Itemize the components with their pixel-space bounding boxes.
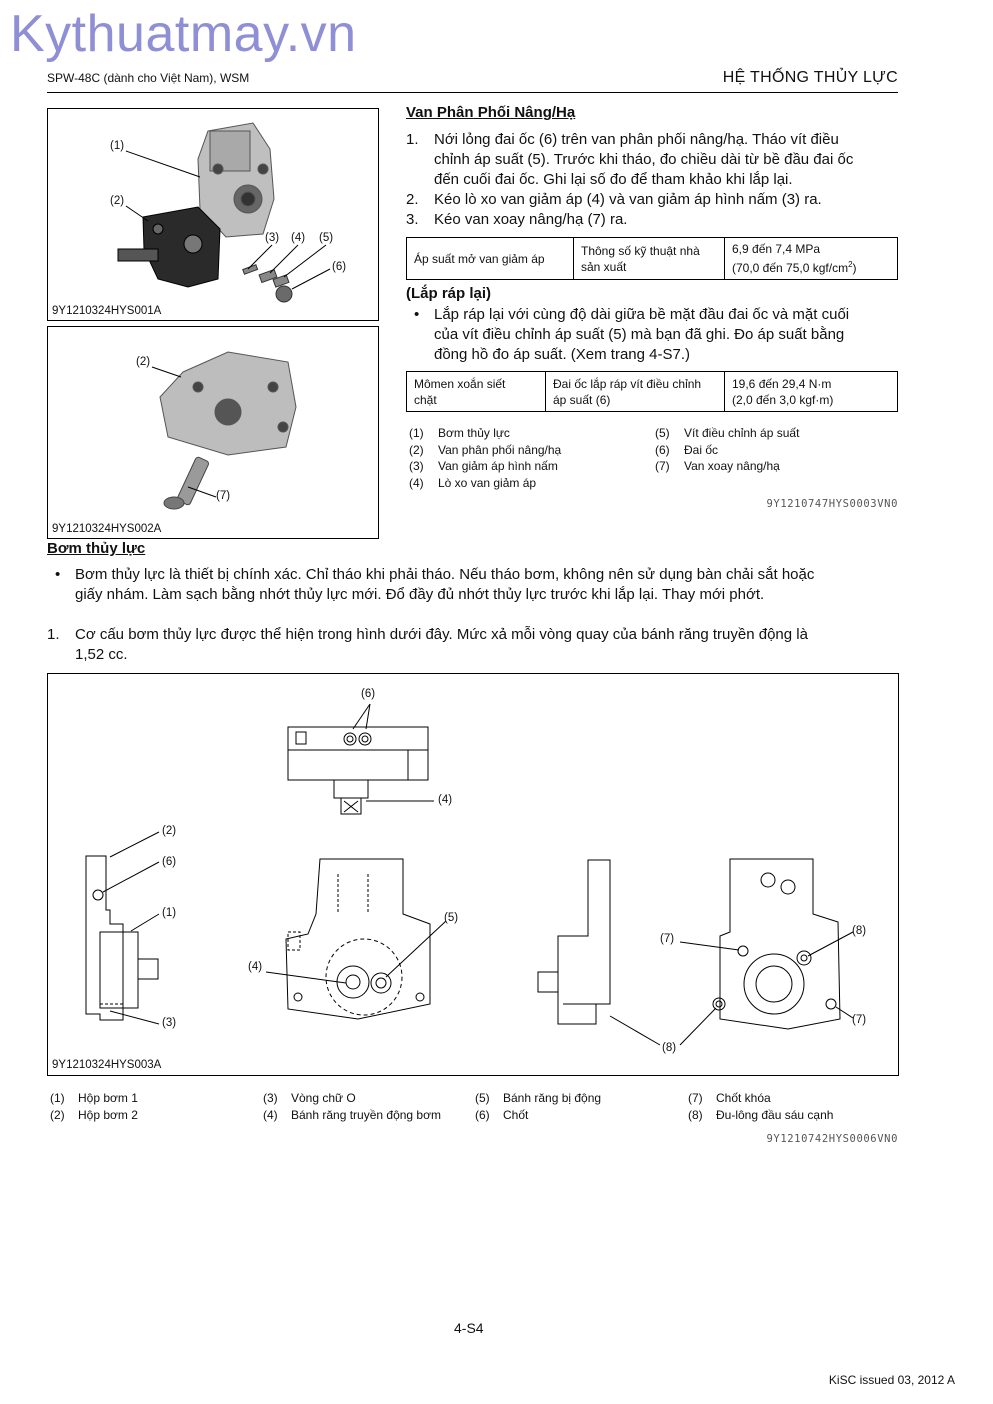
callout-7: (7) bbox=[660, 933, 675, 945]
legend-item: (5) Bánh răng bị động bbox=[475, 1091, 602, 1105]
page-number: 4-S4 bbox=[454, 1320, 484, 1336]
callout-3: (3) bbox=[162, 1017, 177, 1029]
torque-cell-value: 19,6 đến 29,4 N·m (2,0 đến 3,0 kgf·m) bbox=[725, 372, 898, 412]
spec-cell-label: Áp suất mở van giảm áp bbox=[407, 238, 574, 280]
legend-item: (7) Van xoay nâng/hạ bbox=[655, 459, 780, 473]
legend-item: (5) Vít điều chỉnh áp suất bbox=[655, 426, 800, 440]
torque-cell-item: Đai ốc lắp ráp vít điều chỉnh áp suất (6) bbox=[546, 372, 725, 412]
valve-legend bbox=[409, 425, 899, 495]
callout-3: (3) bbox=[265, 232, 280, 244]
callout-1: (1) bbox=[110, 140, 125, 152]
legend-item: (1) Hộp bơm 1 bbox=[50, 1091, 138, 1105]
legend-item: (1) Bơm thủy lực bbox=[409, 426, 510, 440]
figure-lift-valve bbox=[47, 326, 379, 539]
callout-1: (1) bbox=[162, 907, 177, 919]
pump-section-title: Bơm thủy lực bbox=[47, 540, 146, 557]
legend-item: (3) Van giảm áp hình nấm bbox=[409, 459, 558, 473]
lift-valve-illustration bbox=[48, 327, 378, 538]
legend-item: (3) Vòng chữ O bbox=[263, 1091, 356, 1105]
pump-rear-view bbox=[713, 859, 840, 1029]
header-model: SPW-48C (dành cho Việt Nam), WSM bbox=[47, 71, 250, 85]
callout-7: (7) bbox=[852, 1014, 867, 1026]
header-section-title: HỆ THỐNG THỦY LỰC bbox=[722, 69, 898, 86]
legend-item: (4) Lò xo van giảm áp bbox=[409, 475, 537, 490]
figure1-caption: 9Y1210324HYS001A bbox=[52, 305, 162, 317]
pump-front-view bbox=[286, 859, 430, 1019]
legend-item: (6) Đai ốc bbox=[655, 442, 719, 457]
valve-doc-code: 9Y1210747HYS0003VN0 bbox=[766, 498, 898, 510]
pump-step-1: 1. Cơ cấu bơm thủy lực được thể hiện trong hình dưới đây. Mức xả mỗi vòng quay của bánh răng truyền động là 1,52 cc. bbox=[47, 626, 808, 663]
legend-item: (4) Bánh răng truyền động bơm bbox=[263, 1107, 441, 1122]
pump-right-side-view bbox=[538, 860, 610, 1024]
callout-6: (6) bbox=[361, 688, 376, 700]
valve-section-title: Van Phân Phối Nâng/Hạ bbox=[406, 104, 576, 121]
reassembly-text: • Lắp ráp lại với cùng độ dài giữa bề mặt đầu đai ốc và mặt cuối của vít điều chỉnh áp suất (5) mà bạn đã ghi. Đo áp suất bằng đồng hồ đo áp suất. (Xem trang 4-S7.) bbox=[414, 306, 850, 363]
figure-valve-assembly bbox=[47, 108, 379, 321]
callout-2b: (2) bbox=[136, 356, 151, 368]
legend-item: (7) Chốt khóa bbox=[688, 1091, 771, 1105]
callout-8: (8) bbox=[852, 925, 867, 937]
pump-structure-drawing bbox=[48, 674, 898, 1075]
pump-figure-leaders bbox=[103, 704, 853, 1045]
spec-cell-type: Thông số kỹ thuật nhà sản xuất bbox=[574, 238, 725, 280]
callout-2: (2) bbox=[110, 195, 125, 207]
pump-body bbox=[118, 207, 220, 287]
torque-cell-label: Mômen xoắn siết chặt bbox=[407, 372, 546, 412]
legend-item: (2) Van phân phối nâng/hạ bbox=[409, 442, 562, 457]
issue-note: KiSC issued 03, 2012 A bbox=[828, 1373, 955, 1387]
pump-note: • Bơm thủy lực là thiết bị chính xác. Chỉ tháo khi phải tháo. Nếu tháo bơm, không nên sử dụng bàn chải sắt hoặc giấy nhám. Làm sạch bằng nhớt thủy lực mới. Đổ đầy đủ nhớt thủy lực trước khi lắp lại. Thay mới phớt. bbox=[55, 566, 815, 603]
pump-figure-caption: 9Y1210324HYS003A bbox=[52, 1059, 162, 1071]
figure-pump-structure bbox=[47, 673, 899, 1076]
callout-2: (2) bbox=[162, 825, 177, 837]
bullet: • bbox=[414, 306, 420, 323]
callout-4: (4) bbox=[248, 961, 263, 973]
spec-cell-value: 6,9 đến 7,4 MPa (70,0 đến 75,0 kgf/$cm^2$) bbox=[725, 238, 898, 280]
pump-legend bbox=[50, 1090, 898, 1126]
callout-4: (4) bbox=[438, 794, 453, 806]
callout-5: (5) bbox=[319, 232, 334, 244]
legend-item: (6) Chốt bbox=[475, 1107, 529, 1122]
watermark: Kythuatmay.vn bbox=[10, 5, 357, 63]
pump-left-side-view bbox=[86, 856, 158, 1020]
callout-6: (6) bbox=[332, 261, 347, 273]
lift-valve-body bbox=[160, 352, 296, 455]
callout-5: (5) bbox=[444, 912, 459, 924]
callout-6: (6) bbox=[162, 856, 177, 868]
callout-8: (8) bbox=[662, 1042, 677, 1054]
figure2-caption: 9Y1210324HYS002A bbox=[52, 523, 162, 535]
relief-valve-parts bbox=[243, 265, 292, 302]
valve-assembly-illustration bbox=[48, 109, 378, 320]
reassembly-title: (Lắp ráp lại) bbox=[406, 285, 492, 302]
bullet: • bbox=[55, 566, 61, 583]
pump-doc-code: 9Y1210742HYS0006VN0 bbox=[766, 1133, 898, 1145]
rotary-valve-spool bbox=[164, 456, 209, 509]
legend-item: (2) Hộp bơm 2 bbox=[50, 1107, 138, 1122]
torque-spec-table bbox=[406, 371, 898, 412]
relief-pressure-spec-table bbox=[406, 237, 898, 280]
header-rule bbox=[47, 92, 898, 93]
callout-7: (7) bbox=[216, 490, 231, 502]
valve-steps: 1. Nới lỏng đai ốc (6) trên van phân phối nâng/hạ. Tháo vít điều chỉnh áp suất (5). Trước khi tháo, đo chiều dài từ bề đầu đai ốc đến cuối đai ốc. Ghi lại số đo để tham khảo khi lắp lại. 2. Kéo lò xo van giảm áp (4) và van giảm áp hình nấm (3) ra. 3. Kéo van xoay nâng/hạ (7) ra. bbox=[406, 131, 854, 228]
callout-4: (4) bbox=[291, 232, 306, 244]
legend-item: (8) Đu-lông đầu sáu cạnh bbox=[688, 1107, 834, 1122]
